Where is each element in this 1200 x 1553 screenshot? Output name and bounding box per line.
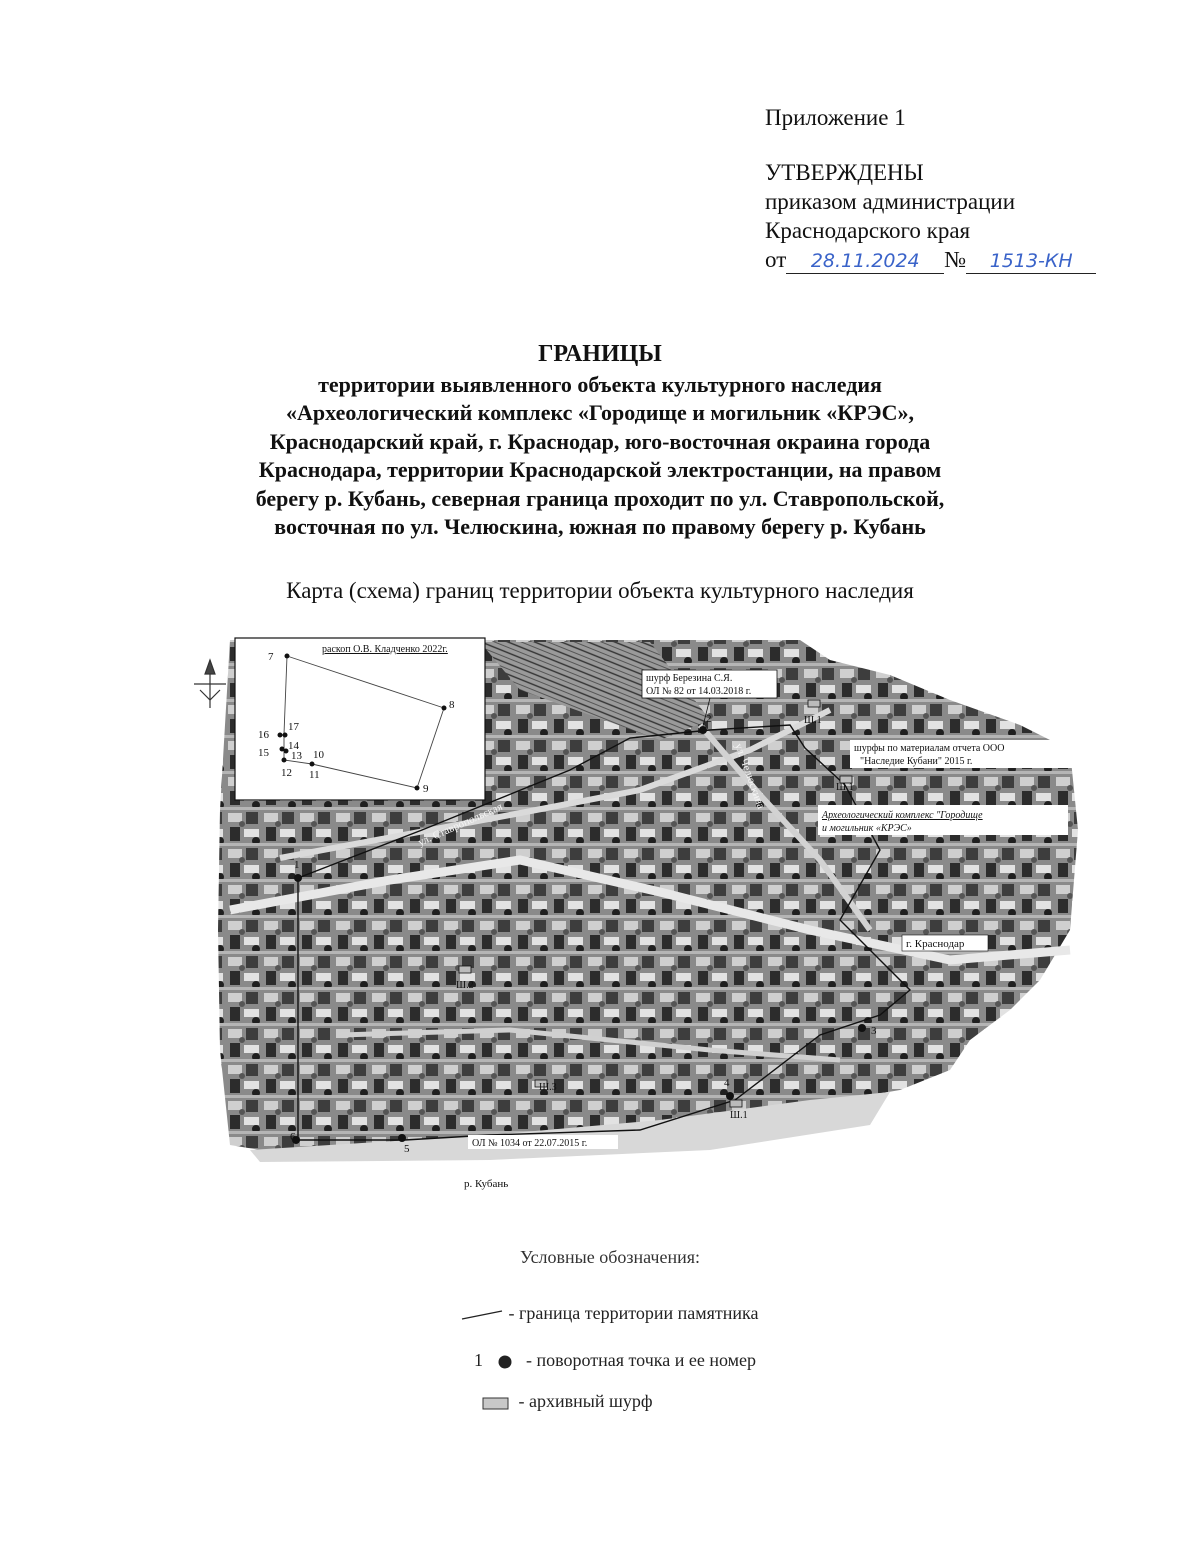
complex-name-label: Археологический комплекс "Городище <box>822 810 983 821</box>
shurfy-otchet-label: шурфы по материалам отчета ООО <box>854 743 1005 754</box>
complex-name-label: и могильник «КРЭС» <box>822 823 912 834</box>
shurf-label: Ш.1 <box>730 1110 748 1121</box>
north-arrow-icon <box>194 660 226 708</box>
legend-point-text: - поворотная точка и ее номер <box>526 1350 756 1370</box>
point-label: 14 <box>288 740 299 752</box>
point-label: 12 <box>281 767 292 779</box>
point-marker <box>283 733 288 738</box>
point-marker <box>285 654 290 659</box>
city-label: г. Краснодар <box>906 938 965 950</box>
document-title <box>180 340 1020 542</box>
point-label: 1 <box>294 859 300 871</box>
point-marker <box>415 786 420 791</box>
shurf-marker <box>808 700 820 707</box>
point-label: 9 <box>423 783 429 795</box>
shurf-marker <box>459 966 471 973</box>
ol1034-label: ОЛ № 1034 от 22.07.2015 г. <box>472 1138 588 1149</box>
shurfy-otchet-label: "Наследие Кубани" 2015 г. <box>860 756 973 767</box>
approved-line-2: Краснодарского края <box>765 218 971 243</box>
point-label: 10 <box>313 749 324 761</box>
shurf-berezina-label: шурф Березина С.Я. <box>646 673 733 684</box>
point-label: 5 <box>404 1143 410 1155</box>
title-line: Краснодарский край, г. Краснодар, юго-восточная окраина города <box>269 428 931 454</box>
point-label: 6 <box>290 1131 296 1143</box>
shurf-marker <box>730 1100 742 1107</box>
legend-boundary <box>460 1303 759 1324</box>
turning-point-icon <box>496 1354 516 1370</box>
legend-shurf-text: - архивный шурф <box>518 1391 653 1411</box>
point-marker <box>398 1134 406 1142</box>
point-label: 3 <box>871 1025 877 1037</box>
legend-boundary-text: - граница территории памятника <box>508 1303 759 1323</box>
from-prefix: от <box>765 247 787 272</box>
title-line: берегу р. Кубань, северная граница проходит по ул. Ставропольской, <box>255 485 945 511</box>
point-label: 15 <box>258 747 269 759</box>
shurf-label: Ш.3 <box>539 1082 557 1093</box>
point-marker <box>294 874 302 882</box>
inset-title: раскоп О.В. Кладченко 2022г. <box>322 644 448 655</box>
legend-point-number: 1 <box>474 1350 483 1370</box>
legend-point <box>474 1350 756 1371</box>
approved-line-1: приказом администрации <box>765 189 1016 214</box>
appendix-label: Приложение 1 <box>765 105 906 130</box>
title-line: Краснодара, территории Краснодарской электростанции, на правом <box>258 457 942 482</box>
handwritten-date: 28.11.2024 <box>786 249 944 274</box>
map-subtitle: Карта (схема) границ территории объекта культурного наследия <box>286 578 914 603</box>
point-label: 2 <box>706 713 712 725</box>
title-heading: ГРАНИЦЫ <box>538 341 662 367</box>
river-label: р. Кубань <box>464 1178 509 1190</box>
point-marker <box>726 1092 734 1100</box>
point-label: 4 <box>724 1077 730 1089</box>
boundary-line-icon <box>460 1308 504 1322</box>
approved-label: УТВЕРЖДЕНЫ <box>765 160 924 185</box>
point-marker <box>699 726 707 734</box>
point-marker <box>280 747 285 752</box>
shurf-label: Ш.1 <box>836 782 854 793</box>
title-line: восточная по ул. Челюскина, южная по правому берегу р. Кубань <box>274 514 926 539</box>
date-number-line <box>765 245 1185 274</box>
shurf-icon <box>482 1395 510 1411</box>
point-marker <box>282 758 287 763</box>
point-label: 16 <box>258 729 269 741</box>
point-label: 8 <box>449 699 455 711</box>
legend-title: Условные обозначения: <box>519 1247 701 1267</box>
point-marker <box>278 733 283 738</box>
ol82-label: ОЛ № 82 от 14.03.2018 г. <box>646 686 752 697</box>
street-label: ул. Ставропольская <box>416 800 505 849</box>
street-label: ул. Челюскина <box>732 741 767 811</box>
title-line: территории выявленного объекта культурного наследия <box>318 371 882 397</box>
point-label: 13 <box>291 750 302 762</box>
point-label: 11 <box>309 769 320 781</box>
title-line: «Археологический комплекс «Городище и могильник «КРЭС», <box>286 400 914 425</box>
shurf-label: Ш.2 <box>456 980 474 991</box>
approval-block <box>765 103 1185 274</box>
point-marker <box>858 1024 866 1032</box>
number-sign: № <box>944 247 967 272</box>
point-label: 7 <box>268 651 274 663</box>
excavation-inset <box>235 638 485 800</box>
handwritten-number: 1513-КН <box>966 249 1096 274</box>
point-label: 17 <box>288 721 299 733</box>
point-marker <box>442 706 447 711</box>
legend-shurf <box>482 1391 653 1412</box>
aerial-map <box>190 630 1090 1220</box>
shurf-label: Ш.1 <box>804 715 822 726</box>
point-marker <box>310 762 315 767</box>
